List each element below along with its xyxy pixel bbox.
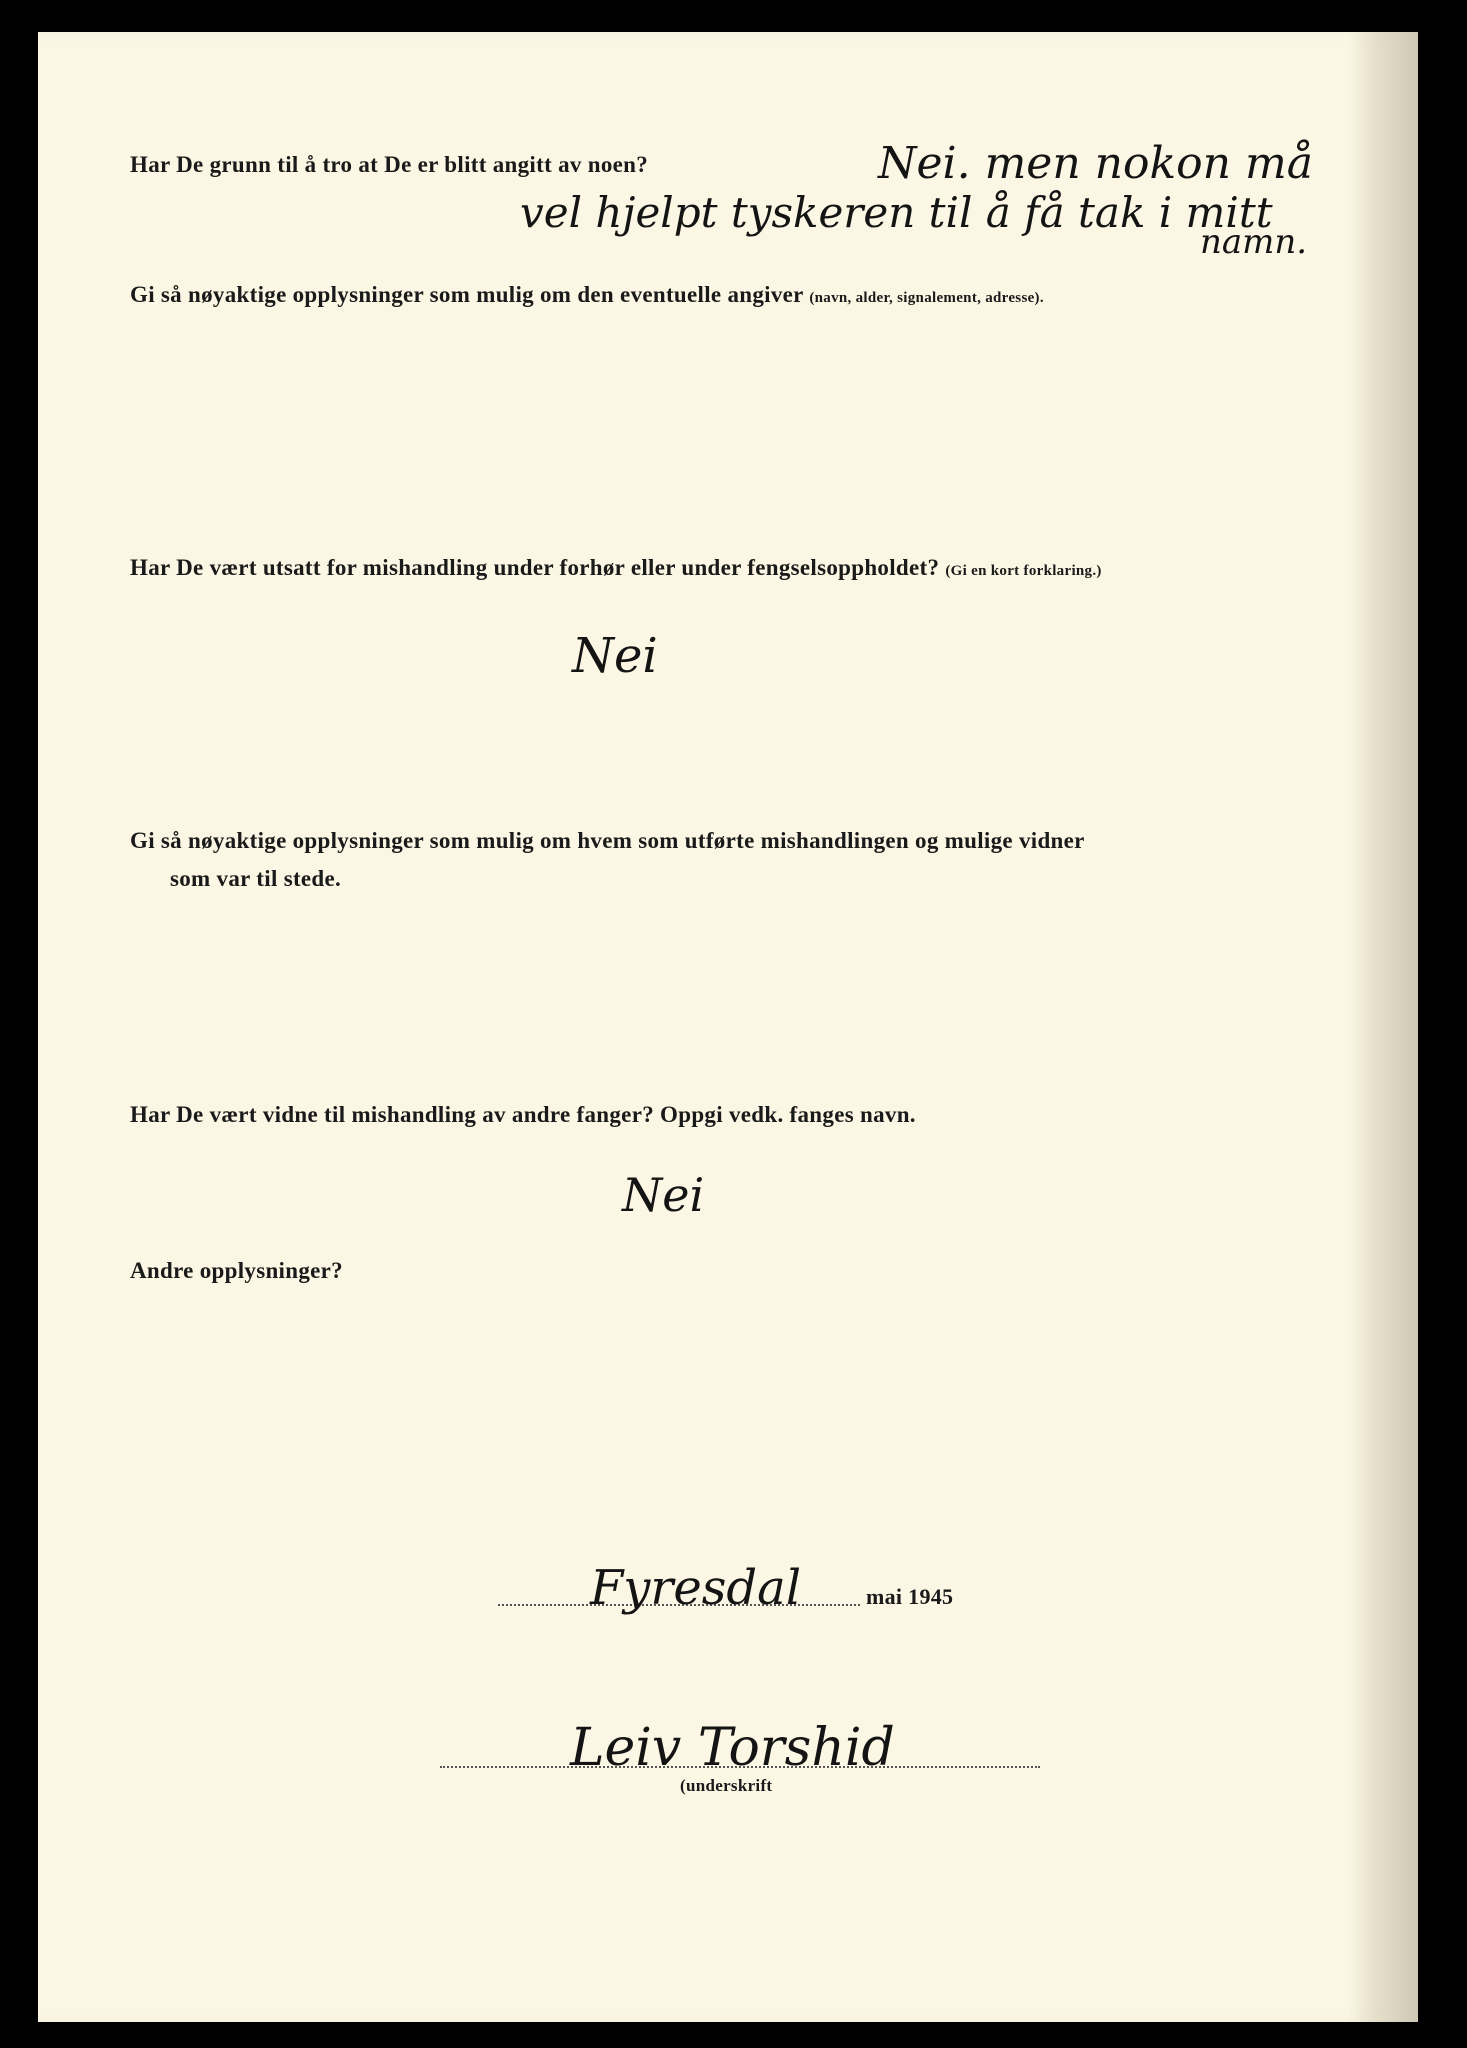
question-mishandling [130,555,1102,581]
date-text: mai 1945 [866,1584,954,1609]
handwritten-answer-angitt-line3: namn. [1200,222,1308,262]
question-vidne: Har De vært vidne til mishandling av andre fanger? Oppgi vedk. fanges navn. [130,1102,916,1127]
paper-edge [1348,32,1418,2022]
signature-label: (underskrift [680,1776,773,1795]
handwritten-signature: Leiv Torshid [570,1718,895,1778]
question-angiver-text: Gi så nøyaktige opplysninger som mulig om den eventuelle angiver [130,282,804,307]
handwritten-answer-angitt-line2: vel hjelpt tyskeren til å få tak i mitt [520,188,1273,237]
question-utforte-line2: som var til stede. [170,866,342,891]
handwritten-place: Fyresdal [590,1560,802,1616]
question-angitt: Har De grunn til å tro at De er blitt angitt av noen? [130,152,649,177]
question-utforte-line1: Gi så nøyaktige opplysninger som mulig om hvem som utførte mishandlingen og mulige vidner [130,828,1085,853]
question-andre-opplysninger: Andre opplysninger? [130,1258,343,1283]
handwritten-answer-angitt-line1: Nei. men nokon må [878,138,1313,189]
handwritten-answer-mishandling: Nei [572,628,658,684]
question-angiver-hint: (navn, alder, signalement, adresse). [809,290,1044,306]
handwritten-answer-vidne: Nei [622,1168,705,1222]
question-angiver-details [130,282,1044,308]
question-mishandling-text: Har De vært utsatt for mishandling under forhør eller under fengselsoppholdet? [130,555,940,580]
question-mishandling-hint: (Gi en kort forklaring.) [945,563,1102,579]
